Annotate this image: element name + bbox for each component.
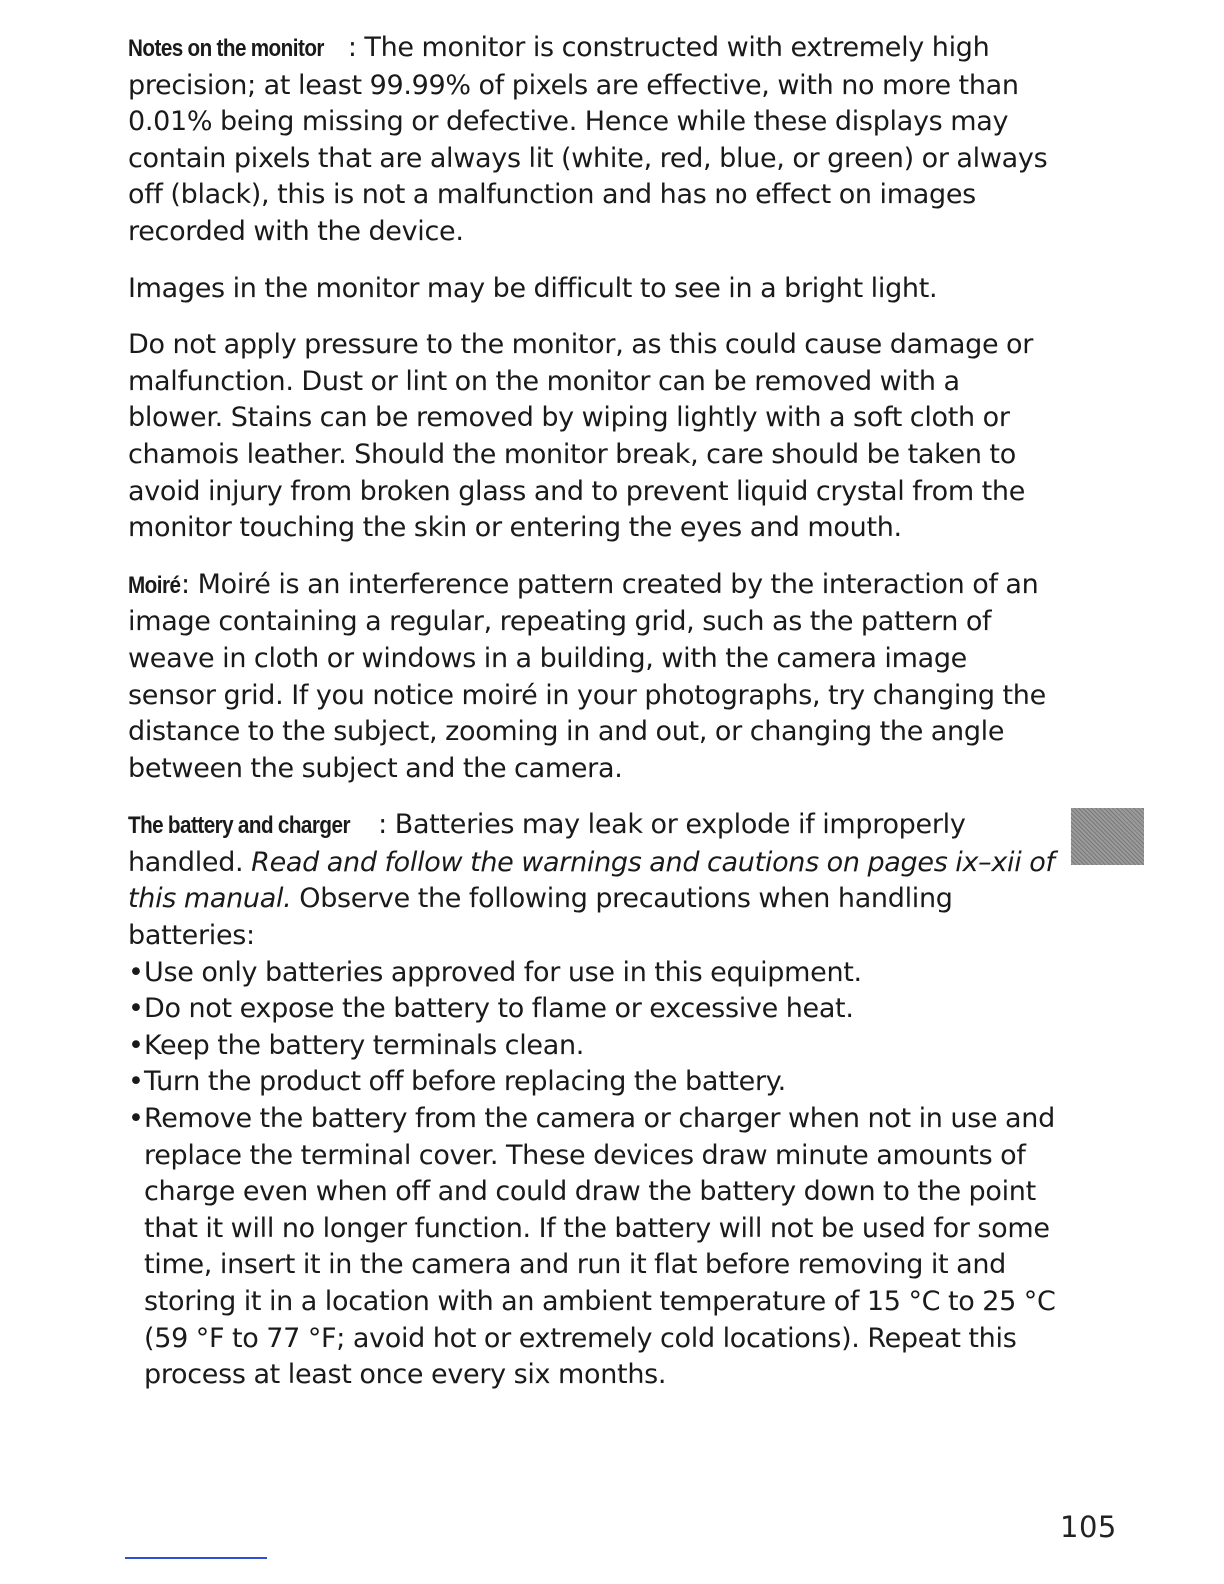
monitor-visibility-paragraph: Images in the monitor may be difficult to see in a bright light. bbox=[128, 272, 938, 304]
list-item: • Use only batteries approved for use in this equipment. bbox=[128, 956, 862, 988]
battery-text-start: Batteries may leak or explode if improperly handled. bbox=[128, 809, 966, 878]
battery-warning-reference: Read and follow the warnings and cautions on pages ix–xii of this manual. bbox=[128, 846, 1055, 915]
monitor-notes-text: The monitor is constructed with extremely high precision; at least 99.99% of pixels are effective, with no more than 0.01% being missing or defective. Hence while these displays may contain pixels that are always lit (white, red, blue, or green) or always off (black), this is not a malfunction and has no effect on images recorded with the device. bbox=[128, 32, 1048, 247]
page-content bbox=[128, 30, 1058, 1394]
battery-paragraph: The battery and charger : Batteries may leak or explode if improperly handled. Read and follow the warnings and cautions on pages ix–xii of this manual. Observe the following precautions when handling batteries: bbox=[128, 809, 1055, 952]
monitor-notes-heading: Notes on the monitor bbox=[128, 35, 324, 62]
footer-rule bbox=[125, 1557, 267, 1559]
moire-paragraph: Moiré: Moiré is an interference pattern created by the interaction of an image containing a regular, repeating grid, such as the pattern of weave in cloth or windows in a building, with the camera image sensor grid. If you notice moiré in your photographs, try changing the distance to the subject, zooming in and out, or changing the angle between the subject and the camera. bbox=[128, 568, 1046, 784]
section-thumb-tab bbox=[1071, 808, 1144, 865]
list-item: • Do not expose the battery to flame or excessive heat. bbox=[128, 993, 854, 1025]
list-item: • Remove the battery from the camera or charger when not in use and replace the terminal cover. These devices draw minute amounts of charge even when off and could draw the battery down to the point that it will no longer function. If the battery will not be used for some time, insert it in the camera and run it flat before removing it and storing it in a location with an ambient temperature of 15 °C to 25 °C (59 °F to 77 °F; avoid hot or extremely cold locations). Repeat this process at least once every six months. bbox=[128, 1103, 1056, 1391]
moire-text: Moiré is an interference pattern created by the interaction of an image containing a regular, repeating grid, such as the pattern of weave in cloth or windows in a building, with the camera image sensor grid. If you notice moiré in your photographs, try changing the distance to the subject, zooming in and out, or changing the angle between the subject and the camera. bbox=[128, 568, 1046, 784]
battery-precautions-list bbox=[128, 955, 1058, 1394]
moire-heading: Moiré bbox=[128, 571, 181, 599]
battery-heading: The battery and charger bbox=[128, 812, 350, 840]
monitor-notes-paragraph: Notes on the monitor : The monitor is constructed with extremely high precision; at least 99.99% of pixels are effective, with no more than 0.01% being missing or defective. Hence while these displays may contain pixels that are always lit (white, red, blue, or green) or always off (black), this is not a malfunction and has no effect on images recorded with the device. bbox=[128, 32, 1048, 247]
list-item: • Keep the battery terminals clean. bbox=[128, 1029, 585, 1061]
page-number: 105 bbox=[1060, 1510, 1117, 1544]
monitor-pressure-paragraph: Do not apply pressure to the monitor, as this could cause damage or malfunction. Dust or lint on the monitor can be removed with a blower. Stains can be removed by wiping lightly with a soft cloth or chamois leather. Should the monitor break, care should be taken to avoid injury from broken glass and to prevent liquid crystal from the monitor touching the skin or entering the eyes and mouth. bbox=[128, 329, 1034, 544]
battery-text-end: Observe the following precautions when handling batteries: bbox=[128, 883, 953, 952]
list-item: • Turn the product off before replacing the battery. bbox=[128, 1066, 786, 1098]
